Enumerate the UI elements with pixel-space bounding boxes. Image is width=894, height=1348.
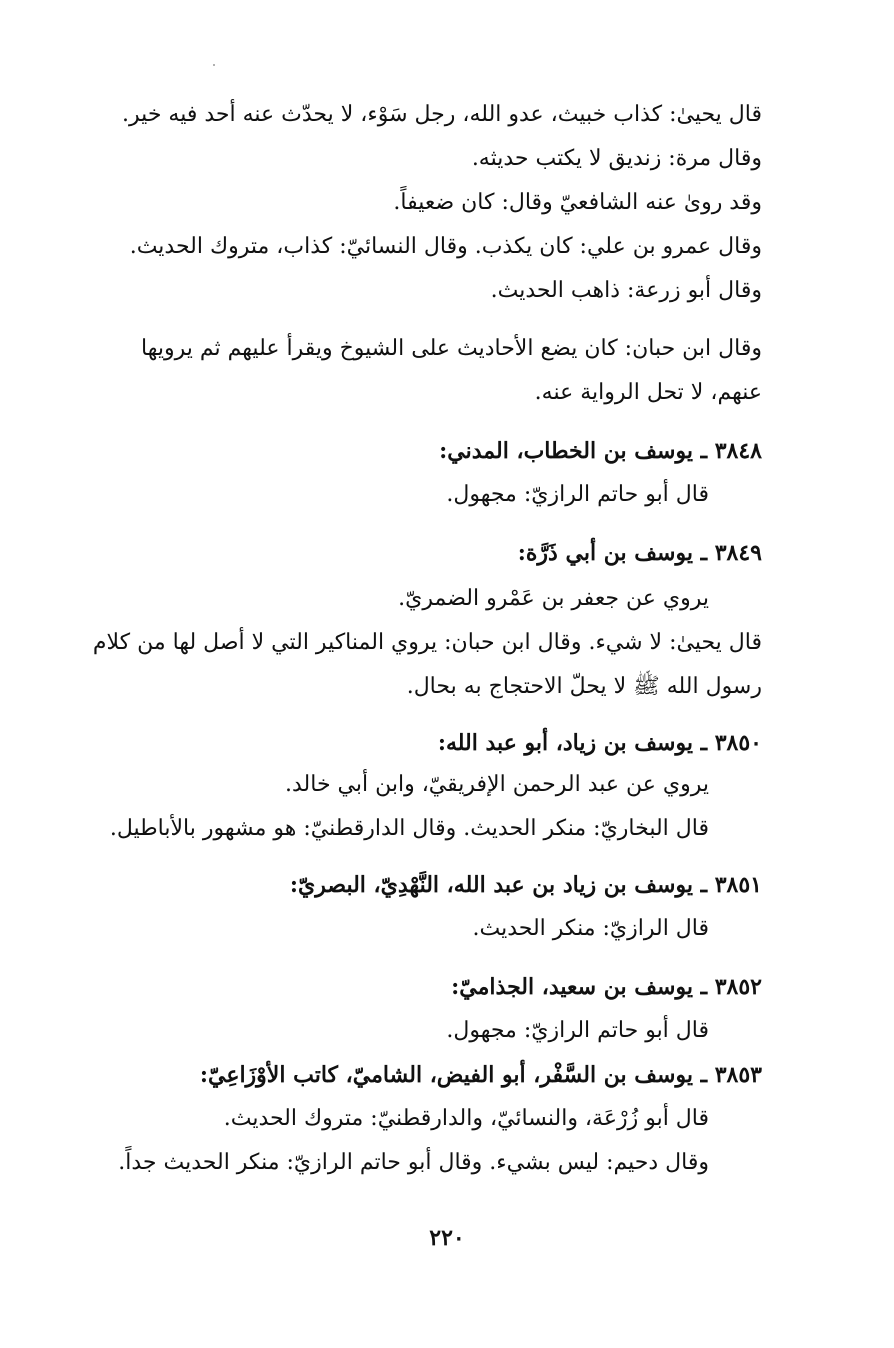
text-line: قال الرازيّ: منكر الحديث. xyxy=(472,916,709,941)
text-line: وقال مرة: زنديق لا يكتب حديثه. xyxy=(471,146,762,171)
text-line: يروي عن جعفر بن عَمْرو الضمريّ. xyxy=(398,586,709,611)
text-line: وقال عمرو بن علي: كان يكذب. وقال النسائيّ: كذاب، متروك الحديث. xyxy=(129,234,762,259)
entry-heading: ٣٨٤٩ ـ يوسف بن أبي ذَرَّة: xyxy=(517,540,762,566)
scan-speck xyxy=(213,64,215,66)
entry-heading: ٣٨٤٨ ـ يوسف بن الخطاب، المدني: xyxy=(439,438,762,464)
entry-heading: ٣٨٥٣ ـ يوسف بن السَّفْر، أبو الفيض، الشاميّ، كاتب الأوْزَاعِيّ: xyxy=(199,1062,762,1088)
text-line: قال يحيىٰ: كذاب خبيث، عدو الله، رجل سَوْء، لا يحدّث عنه أحد فيه خير. xyxy=(122,102,762,127)
text-line: عنهم، لا تحل الرواية عنه. xyxy=(534,380,762,405)
text-line: وقال أبو زرعة: ذاهب الحديث. xyxy=(490,278,762,303)
text-line: وقال ابن حبان: كان يضع الأحاديث على الشيوخ ويقرأ عليهم ثم يرويها xyxy=(141,336,762,361)
entry-heading: ٣٨٥٠ ـ يوسف بن زياد، أبو عبد الله: xyxy=(437,730,762,756)
entry-heading: ٣٨٥١ ـ يوسف بن زياد بن عبد الله، النَّهْدِيّ، البصريّ: xyxy=(289,872,762,898)
page-number: ٢٢٠ xyxy=(429,1225,465,1251)
text-line: رسول الله ﷺ لا يحلّ الاحتجاج به بحال. xyxy=(406,674,762,699)
text-line: قال أبو حاتم الرازيّ: مجهول. xyxy=(446,482,709,507)
text-line: وقد روىٰ عنه الشافعيّ وقال: كان ضعيفاً. xyxy=(393,190,762,215)
text-line: قال يحيىٰ: لا شيء. وقال ابن حبان: يروي المناكير التي لا أصل لها من كلام xyxy=(92,630,762,655)
text-line: يروي عن عبد الرحمن الإفريقيّ، وابن أبي خالد. xyxy=(285,772,709,797)
text-line: قال أبو زُرْعَة، والنسائيّ، والدارقطنيّ: متروك الحديث. xyxy=(223,1106,709,1131)
text-line: قال أبو حاتم الرازيّ: مجهول. xyxy=(446,1018,709,1043)
text-line: وقال دحيم: ليس بشيء. وقال أبو حاتم الرازيّ: منكر الحديث جداً. xyxy=(118,1150,709,1175)
entry-heading: ٣٨٥٢ ـ يوسف بن سعيد، الجذاميّ: xyxy=(451,974,762,1000)
text-line: قال البخاريّ: منكر الحديث. وقال الدارقطنيّ: هو مشهور بالأباطيل. xyxy=(109,816,709,841)
